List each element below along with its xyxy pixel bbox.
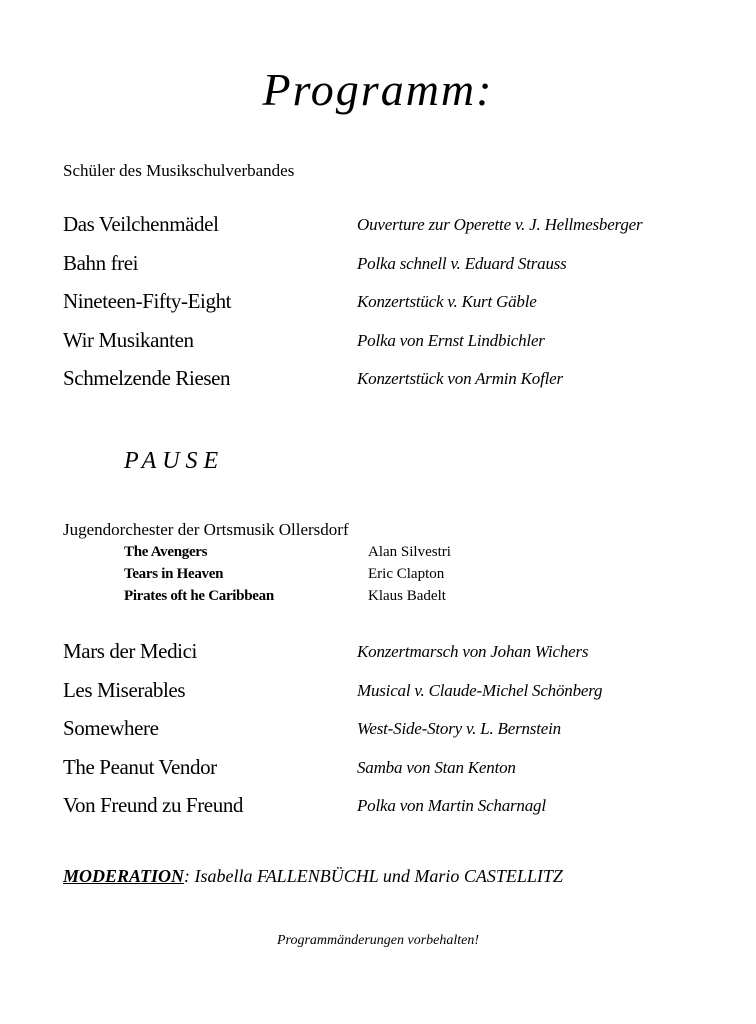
list-item: [63, 676, 743, 715]
list-item: [124, 564, 544, 586]
piece-description: Polka schnell v. Eduard Strauss: [357, 253, 567, 273]
list-item: [63, 753, 743, 792]
piece-title: Schmelzende Riesen: [63, 366, 231, 390]
piece-description: West-Side-Story v. L. Bernstein: [357, 719, 561, 738]
moderation-names: : Isabella FALLENBÜCHL und Mario CASTELLITZ: [184, 866, 563, 886]
piece-description: Polka von Martin Scharnagl: [357, 796, 546, 815]
section-heading-youth-orchestra: Jugendorchester der Ortsmusik Ollersdorf: [63, 520, 349, 539]
piece-composer: Alan Silvestri: [368, 544, 451, 560]
piece-title: Pirates oft he Caribbean: [124, 588, 274, 604]
piece-title: The Peanut Vendor: [63, 754, 217, 779]
piece-description: Konzertstück von Armin Kofler: [357, 369, 563, 388]
list-item: [63, 326, 743, 365]
piece-title: Wir Musikanten: [63, 327, 194, 352]
piece-description: Samba von Stan Kenton: [357, 757, 516, 777]
piece-title: The Avengers: [124, 544, 208, 560]
piece-title: Nineteen-Fifty-Eight: [63, 289, 232, 313]
list-item: [63, 637, 743, 676]
list-item: [63, 364, 743, 403]
moderation-line: [63, 864, 563, 888]
list-item: [124, 542, 544, 564]
piece-title: Von Freund zu Freund: [63, 793, 244, 817]
list-item: [63, 791, 743, 830]
youth-orchestra-program-list: [124, 542, 544, 608]
piece-description: Ouverture zur Operette v. J. Hellmesberger: [357, 215, 643, 234]
piece-composer: Klaus Badelt: [368, 588, 446, 604]
list-item: [63, 287, 743, 326]
piece-composer: Eric Clapton: [368, 566, 445, 582]
piece-title: Les Miserables: [63, 677, 186, 702]
piece-description: Polka von Ernst Lindbichler: [357, 330, 545, 350]
page-title: Programm:: [262, 64, 494, 115]
list-item: [63, 714, 743, 753]
moderation-label: MODERATION: [63, 866, 185, 886]
piece-description: Konzertmarsch von Johan Wichers: [357, 642, 589, 661]
list-item: [63, 210, 743, 249]
piece-title: Tears in Heaven: [124, 566, 224, 582]
piece-title: Mars der Medici: [63, 639, 197, 663]
piece-description: Konzertstück v. Kurt Gäble: [357, 292, 537, 311]
list-item: [124, 586, 544, 608]
pause-label: PAUSE: [124, 448, 225, 474]
music-school-program-list: [63, 210, 743, 403]
piece-description: Musical v. Claude-Michel Schönberg: [357, 680, 603, 700]
program-change-notice: Programmänderungen vorbehalten!: [276, 933, 480, 948]
piece-title: Bahn frei: [63, 250, 139, 275]
piece-title: Somewhere: [63, 716, 159, 740]
main-orchestra-program-list: [63, 637, 743, 830]
list-item: [63, 249, 743, 288]
section-heading-music-school: Schüler des Musikschulverbandes: [63, 161, 295, 180]
piece-title: Das Veilchenmädel: [63, 212, 219, 236]
